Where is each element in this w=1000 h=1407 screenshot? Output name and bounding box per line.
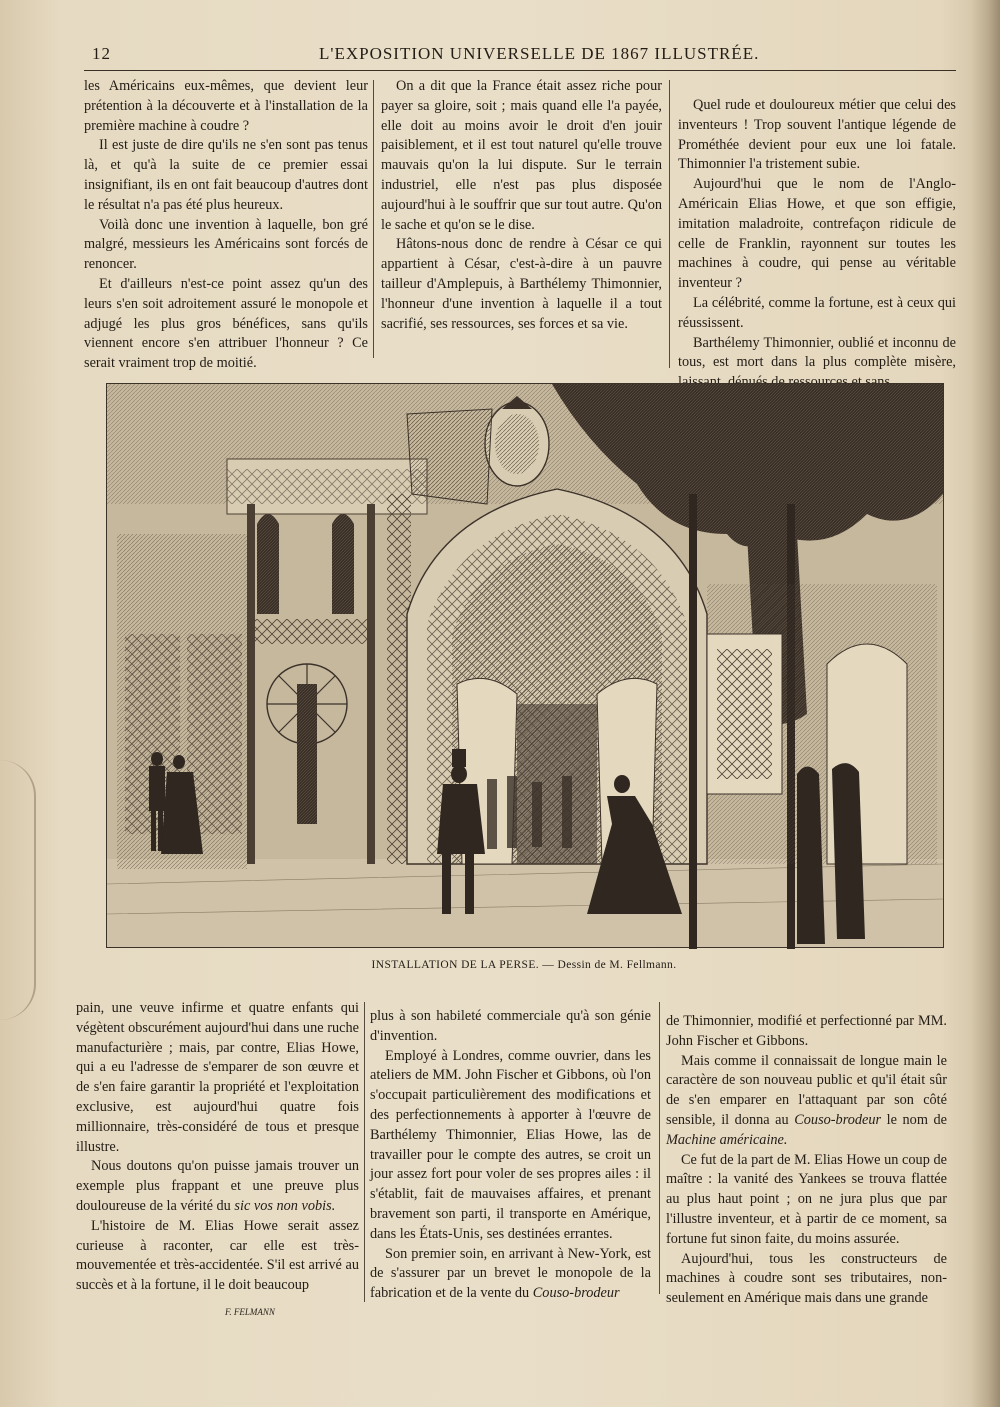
column-rule bbox=[659, 1002, 660, 1294]
persian-pavilion-engraving bbox=[107, 384, 943, 947]
paragraph bbox=[76, 1157, 359, 1216]
paragraph: Ce fut de la part de M. Elias Howe un coup de maître : la vanité des Yankees se trouva flattée au plus haut point ; on ne jura plus que par l'illustre inventeur, et à partir de ce moment, sa fortune fut sinon faite, du moins assurée. bbox=[666, 1151, 947, 1247]
page-number: 12 bbox=[92, 44, 111, 63]
page-edge-shadow bbox=[970, 0, 1000, 1407]
paragraph: Il est juste de dire qu'ils ne s'en sont pas tenus là, et qu'à la suite de ce premier essai insignifiant, ils en ont fait beaucoup d'autres dont le résultat n'a pas été plus heureux. bbox=[84, 137, 368, 213]
paragraph: Employé à Londres, comme ouvrier, dans les ateliers de MM. John Fischer et Gibbons, où l'on s'occupait particulièrement des modifications et des perfectionnements à apporter à l'œuvre de Barthélemy Thimonnier, Elias Howe, las de travailler pour le compte des autres, se croit un jour assez fort pour voler de ses propres ailes : il s'établit, fait de mauvaises affaires, et prenant bravement son parti, il transporte en Amérique, dans les États-Unis, ses destinées errantes. bbox=[370, 1047, 651, 1242]
binding-shadow bbox=[0, 760, 36, 1020]
paragraph bbox=[666, 1052, 947, 1151]
column-rule bbox=[669, 80, 670, 368]
column-rule bbox=[373, 80, 374, 358]
paragraph: L'histoire de M. Elias Howe serait assez curieuse à raconter, car elle est très-mouvementée et très-accidentée. S'il est arrivé au succès et à la fortune, il le doit beaucoup bbox=[76, 1217, 359, 1294]
paragraph: La célébrité, comme la fortune, est à ceux qui réussissent. bbox=[678, 294, 956, 331]
paragraph: Et d'ailleurs n'est-ce point assez qu'un des leurs s'en soit adroitement assuré le monopole et adjugé les plus gros bénéfices, sans qu'ils viennent encore s'en attribuer l'honneur ? Ce serait vraiment trop de moitié. bbox=[84, 275, 368, 372]
paragraph bbox=[370, 1245, 651, 1304]
paragraph: Voilà donc une invention à laquelle, bon gré malgré, messieurs les Américains sont forcés de renoncer. bbox=[84, 216, 368, 273]
page-header bbox=[84, 42, 956, 72]
artist-signature: F. FELMANN bbox=[225, 1307, 275, 1317]
product-name: Couso-brodeur bbox=[794, 1111, 882, 1128]
paragraph: Barthélemy Thimonnier, oublié et inconnu de tous, est mort dans la plus complète misère, bbox=[678, 334, 956, 371]
paragraph: Quel rude et douloureux métier que celui des inventeurs ! Trop souvent l'antique légende de Prométhée devient pour eux une loi fatale. Thimonnier l'a tristement subie. bbox=[678, 97, 956, 173]
paragraph: de Thimonnier, modifié et perfectionné par MM. John Fischer et Gibbons. bbox=[666, 1013, 947, 1049]
latin-phrase: sic vos non vobis. bbox=[234, 1197, 336, 1214]
bottom-column-3 bbox=[666, 1012, 947, 1309]
paragraph: les Américains eux-mêmes, que devient leur prétention à la découverte et à l'installation de la première machine à coudre ? bbox=[84, 78, 368, 134]
text-run: le nom de bbox=[886, 1111, 947, 1128]
running-title: L'EXPOSITION UNIVERSELLE DE 1867 ILLUSTRÉE. bbox=[319, 44, 760, 63]
paragraph: Aujourd'hui, tous les constructeurs de machines à coudre sont ses tributaires, non-seulement en Amérique mais dans une grande bbox=[666, 1250, 947, 1307]
text-run: Son premier soin, en arrivant à New-York, est de s'assurer par un brevet le monopole de la fabrication et de la vente du bbox=[370, 1245, 651, 1302]
top-column-3 bbox=[678, 96, 956, 393]
bottom-column-2 bbox=[370, 1007, 651, 1304]
top-column-2 bbox=[381, 77, 662, 334]
illustration-caption: INSTALLATION DE LA PERSE. — Dessin de M. Fellmann. bbox=[371, 959, 677, 971]
paragraph: On a dit que la France était assez riche pour payer sa gloire, soit ; mais quand elle l'a payée, elle doit au moins avoir le droit d'en jouir paisiblement, et il est tout naturel qu'elle trouve mauvais qu'on la lui dispute. Sur le terrain industriel, elle n'est pas plus disposée aujourd'hui à le souffrir que sur tout autre. Qu'on le sache et qu'on se le dise. bbox=[381, 78, 662, 233]
top-column-1 bbox=[84, 77, 368, 374]
product-name: Machine américaine. bbox=[666, 1131, 788, 1148]
paragraph: pain, une veuve infirme et quatre enfants qui végètent obscurément aujourd'hui dans une ruche manufacturière ; mais, par contre, Elias Howe, qui a eu l'adresse de s'emparer de son œuvre et de s'en faire garantir la propriété et l'exploitation exclusive, est aujourd'hui quatre fois millionnaire, très-considéré de tous et presque illustre. bbox=[76, 1000, 359, 1155]
paragraph: Aujourd'hui que le nom de l'Anglo-Américain Elias Howe, et que son effigie, imitation maladroite, contrefaçon ridicule de celle de Franklin, rayonnent sur toutes les machines à coudre, qui pense au véritable inventeur ? bbox=[678, 176, 956, 292]
paragraph: plus à son habileté commerciale qu'à son génie d'invention. bbox=[370, 1008, 651, 1044]
text-run: Nous doutons qu'on puisse jamais trouver un exemple plus frappant et une preuve plus douloureuse de la vérité du bbox=[76, 1158, 359, 1214]
text-run: Mais comme il connaissait de longue main le caractère de son nouveau public et qu'il était sûr de s'en emparer en l'attaquant par son côté sensible, il donna au bbox=[666, 1052, 947, 1128]
column-rule bbox=[364, 1002, 365, 1302]
bottom-column-1 bbox=[76, 999, 359, 1296]
header-rule bbox=[84, 70, 956, 71]
paragraph: Hâtons-nous donc de rendre à César ce qui appartient à César, c'est-à-dire à un pauvre tailleur d'Amplepuis, à Barthélemy Thimonnier, l'honneur d'une invention à laquelle il a tout sacrifié, ses ressources, ses forces et sa vie. bbox=[381, 236, 662, 332]
product-name: Couso-brodeur bbox=[532, 1285, 620, 1302]
